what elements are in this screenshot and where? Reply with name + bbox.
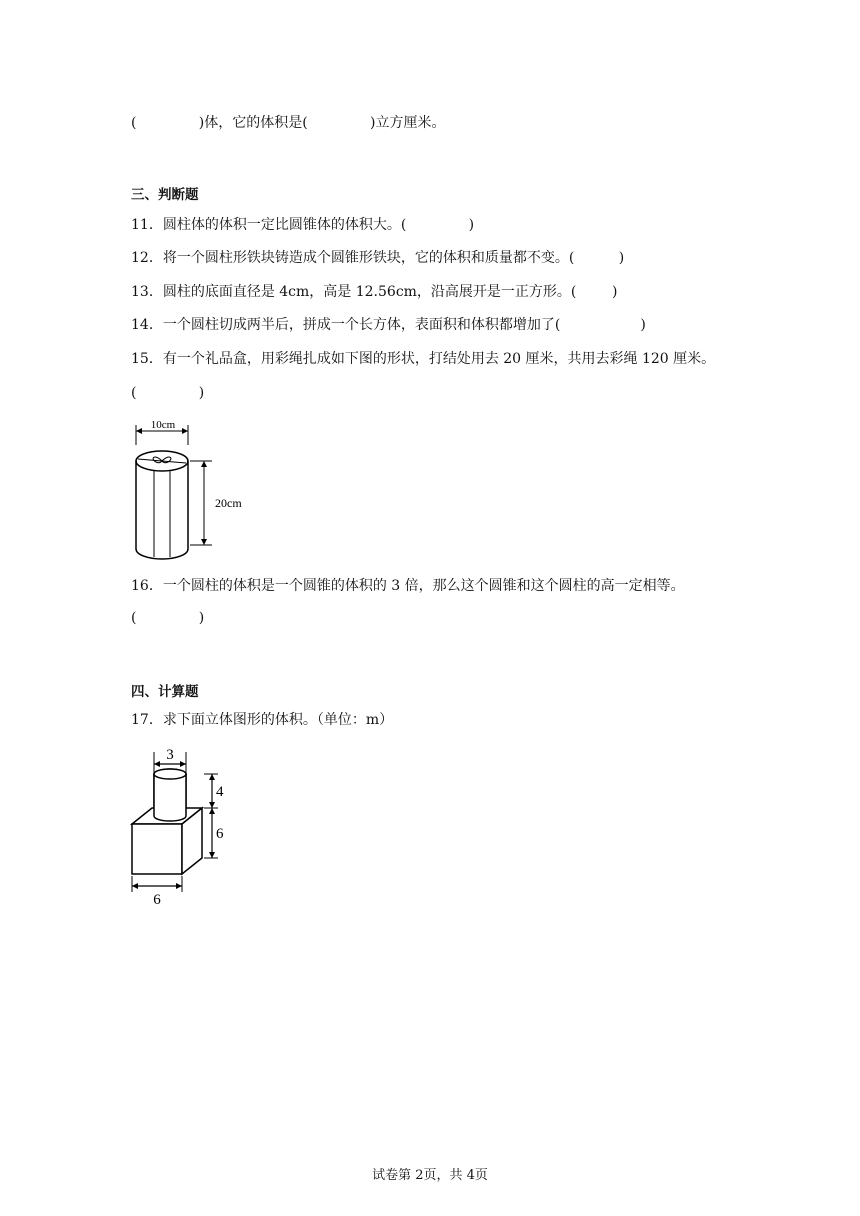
question-13: 13．圆柱的底面直径是 4cm，高是 12.56cm，沿高展开是一正方形。( )	[131, 284, 618, 300]
question-17: 17．求下面立体图形的体积。（单位：m）	[131, 712, 394, 728]
question-16: 16．一个圆柱的体积是一个圆锥的体积的 3 倍，那么这个圆锥和这个圆柱的高一定相等。	[131, 578, 685, 594]
question-16-answer-paren: ( )	[131, 610, 205, 626]
fig15-top-label: 10cm	[150, 419, 176, 431]
fig15-side-label: 20cm	[215, 496, 242, 510]
question-11: 11．圆柱体的体积一定比圆锥体的体积大。( )	[131, 217, 475, 233]
top-line: ( )体，它的体积是( )立方厘米。	[131, 115, 446, 131]
section-heading-judgement: 三、判断题	[131, 187, 199, 203]
section-heading-calculation: 四、计算题	[131, 684, 199, 700]
fig17-cyl-height: 4	[216, 784, 224, 800]
question-12: 12．将一个圆柱形铁块铸造成个圆锥形铁块，它的体积和质量都不变。( )	[131, 250, 625, 266]
fig17-cube-width: 6	[153, 892, 161, 908]
cylinder-on-cube-figure	[124, 740, 244, 910]
fig17-cube-height: 6	[216, 826, 224, 842]
question-15: 15．有一个礼品盒，用彩绳扎成如下图的形状，打结处用去 20 厘米，共用去彩绳 120 厘米。	[131, 351, 716, 367]
question-14: 14．一个圆柱切成两半后，拼成一个长方体，表面积和体积都增加了( )	[131, 317, 646, 333]
page-footer: 试卷第 2页，共 4页	[372, 1168, 488, 1183]
fig17-cyl-diameter: 3	[166, 747, 174, 763]
question-15-answer-paren: ( )	[131, 385, 205, 401]
gift-box-cylinder-figure	[124, 415, 244, 565]
